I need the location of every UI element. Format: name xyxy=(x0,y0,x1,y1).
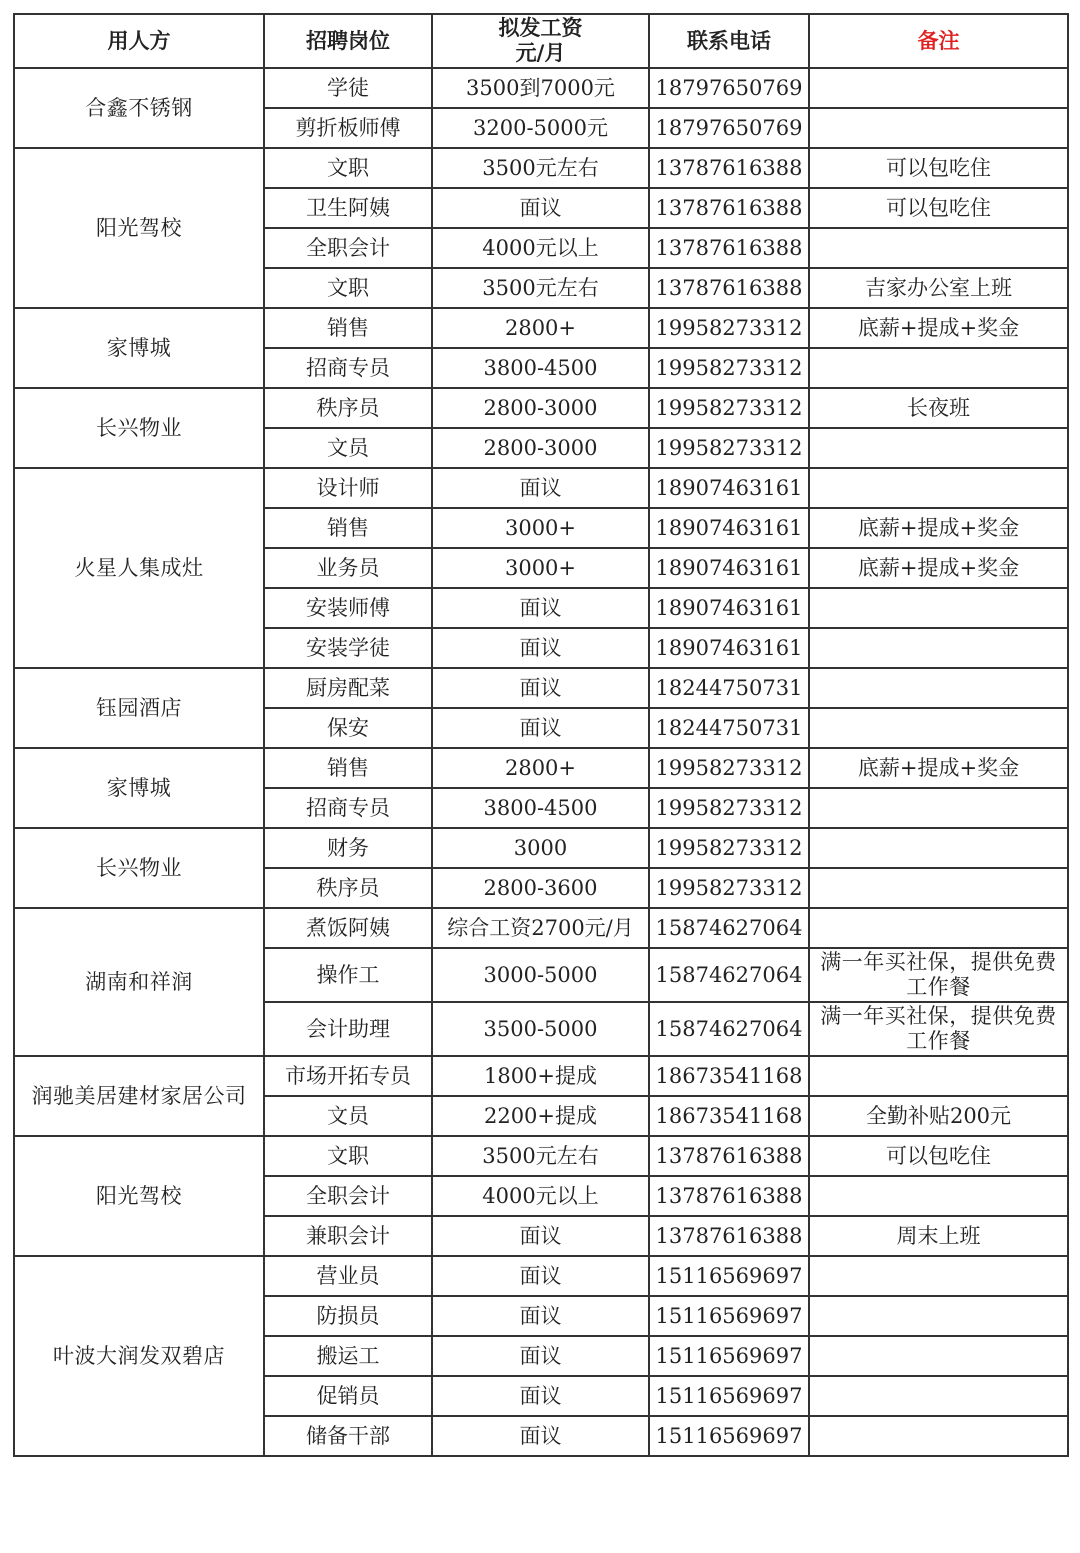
phone-cell: 15116569697 xyxy=(649,1256,809,1296)
salary-cell: 3200-5000元 xyxy=(432,108,649,148)
header-salary: 拟发工资 元/月 xyxy=(432,14,649,68)
position-cell: 营业员 xyxy=(264,1256,432,1296)
phone-cell: 19958273312 xyxy=(649,828,809,868)
employer-cell: 合鑫不锈钢 xyxy=(14,68,264,148)
table-row xyxy=(14,308,1068,348)
note-cell: 底薪+提成+奖金 xyxy=(809,508,1068,548)
phone-cell: 19958273312 xyxy=(649,348,809,388)
salary-cell: 综合工资2700元/月 xyxy=(432,908,649,948)
position-cell: 文职 xyxy=(264,268,432,308)
table-row xyxy=(14,908,1068,948)
phone-cell: 19958273312 xyxy=(649,308,809,348)
phone-cell: 13787616388 xyxy=(649,148,809,188)
salary-cell: 面议 xyxy=(432,1256,649,1296)
note-cell xyxy=(809,428,1068,468)
table-row xyxy=(14,468,1068,508)
table-row xyxy=(14,68,1068,108)
note-cell xyxy=(809,1416,1068,1456)
employer-cell: 润驰美居建材家居公司 xyxy=(14,1056,264,1136)
salary-cell: 2800+ xyxy=(432,308,649,348)
table-row xyxy=(14,748,1068,788)
phone-cell: 15116569697 xyxy=(649,1296,809,1336)
note-cell xyxy=(809,468,1068,508)
position-cell: 销售 xyxy=(264,508,432,548)
salary-cell: 面议 xyxy=(432,708,649,748)
phone-cell: 18907463161 xyxy=(649,588,809,628)
table-row xyxy=(14,668,1068,708)
position-cell: 文职 xyxy=(264,148,432,188)
phone-cell: 13787616388 xyxy=(649,1136,809,1176)
phone-cell: 15116569697 xyxy=(649,1416,809,1456)
note-cell: 满一年买社保，提供免费工作餐 xyxy=(809,1002,1068,1056)
position-cell: 秩序员 xyxy=(264,868,432,908)
table-row xyxy=(14,1056,1068,1096)
note-cell xyxy=(809,1296,1068,1336)
salary-cell: 4000元以上 xyxy=(432,1176,649,1216)
position-cell: 招商专员 xyxy=(264,788,432,828)
position-cell: 文职 xyxy=(264,1136,432,1176)
position-cell: 财务 xyxy=(264,828,432,868)
position-cell: 业务员 xyxy=(264,548,432,588)
salary-cell: 2800+ xyxy=(432,748,649,788)
position-cell: 会计助理 xyxy=(264,1002,432,1056)
phone-cell: 15874627064 xyxy=(649,1002,809,1056)
position-cell: 兼职会计 xyxy=(264,1216,432,1256)
salary-cell: 面议 xyxy=(432,1296,649,1336)
salary-cell: 面议 xyxy=(432,1336,649,1376)
phone-cell: 18244750731 xyxy=(649,668,809,708)
employer-cell: 长兴物业 xyxy=(14,828,264,908)
salary-cell: 面议 xyxy=(432,628,649,668)
header-phone: 联系电话 xyxy=(649,14,809,68)
employer-cell: 湖南和祥润 xyxy=(14,908,264,1056)
header-note: 备注 xyxy=(809,14,1068,68)
note-cell xyxy=(809,868,1068,908)
salary-cell: 3500-5000 xyxy=(432,1002,649,1056)
note-cell xyxy=(809,68,1068,108)
position-cell: 卫生阿姨 xyxy=(264,188,432,228)
note-cell xyxy=(809,1376,1068,1416)
note-cell: 可以包吃住 xyxy=(809,1136,1068,1176)
note-cell xyxy=(809,1176,1068,1216)
note-cell: 全勤补贴200元 xyxy=(809,1096,1068,1136)
note-cell xyxy=(809,908,1068,948)
phone-cell: 15116569697 xyxy=(649,1376,809,1416)
position-cell: 煮饭阿姨 xyxy=(264,908,432,948)
phone-cell: 18244750731 xyxy=(649,708,809,748)
phone-cell: 18907463161 xyxy=(649,468,809,508)
table-row xyxy=(14,828,1068,868)
salary-cell: 4000元以上 xyxy=(432,228,649,268)
note-cell: 吉家办公室上班 xyxy=(809,268,1068,308)
salary-cell: 2800-3000 xyxy=(432,428,649,468)
note-cell: 底薪+提成+奖金 xyxy=(809,548,1068,588)
position-cell: 招商专员 xyxy=(264,348,432,388)
note-cell: 底薪+提成+奖金 xyxy=(809,748,1068,788)
position-cell: 防损员 xyxy=(264,1296,432,1336)
employer-cell: 家博城 xyxy=(14,748,264,828)
note-cell xyxy=(809,668,1068,708)
salary-cell: 3000 xyxy=(432,828,649,868)
phone-cell: 18907463161 xyxy=(649,548,809,588)
position-cell: 学徒 xyxy=(264,68,432,108)
note-cell xyxy=(809,348,1068,388)
position-cell: 全职会计 xyxy=(264,1176,432,1216)
note-cell: 满一年买社保，提供免费工作餐 xyxy=(809,948,1068,1002)
position-cell: 安装师傅 xyxy=(264,588,432,628)
salary-cell: 1800+提成 xyxy=(432,1056,649,1096)
position-cell: 储备干部 xyxy=(264,1416,432,1456)
position-cell: 剪折板师傅 xyxy=(264,108,432,148)
table-body xyxy=(14,68,1068,1456)
note-cell xyxy=(809,108,1068,148)
phone-cell: 15874627064 xyxy=(649,948,809,1002)
phone-cell: 15116569697 xyxy=(649,1336,809,1376)
header-row xyxy=(14,14,1068,68)
position-cell: 全职会计 xyxy=(264,228,432,268)
salary-cell: 面议 xyxy=(432,468,649,508)
phone-cell: 18907463161 xyxy=(649,508,809,548)
salary-cell: 面议 xyxy=(432,1416,649,1456)
salary-cell: 3500到7000元 xyxy=(432,68,649,108)
phone-cell: 19958273312 xyxy=(649,788,809,828)
salary-cell: 3800-4500 xyxy=(432,788,649,828)
salary-cell: 2200+提成 xyxy=(432,1096,649,1136)
recruitment-table xyxy=(13,13,1069,1457)
salary-cell: 3500元左右 xyxy=(432,268,649,308)
note-cell: 可以包吃住 xyxy=(809,148,1068,188)
phone-cell: 19958273312 xyxy=(649,748,809,788)
salary-cell: 面议 xyxy=(432,1216,649,1256)
position-cell: 市场开拓专员 xyxy=(264,1056,432,1096)
salary-cell: 面议 xyxy=(432,668,649,708)
employer-cell: 阳光驾校 xyxy=(14,1136,264,1256)
position-cell: 文员 xyxy=(264,428,432,468)
phone-cell: 13787616388 xyxy=(649,268,809,308)
salary-cell: 3000+ xyxy=(432,548,649,588)
salary-cell: 3500元左右 xyxy=(432,148,649,188)
phone-cell: 15874627064 xyxy=(649,908,809,948)
note-cell xyxy=(809,788,1068,828)
salary-cell: 3500元左右 xyxy=(432,1136,649,1176)
position-cell: 操作工 xyxy=(264,948,432,1002)
salary-cell: 2800-3000 xyxy=(432,388,649,428)
note-cell xyxy=(809,828,1068,868)
employer-cell: 火星人集成灶 xyxy=(14,468,264,668)
employer-cell: 家博城 xyxy=(14,308,264,388)
phone-cell: 18797650769 xyxy=(649,68,809,108)
note-cell xyxy=(809,228,1068,268)
salary-cell: 面议 xyxy=(432,588,649,628)
phone-cell: 19958273312 xyxy=(649,868,809,908)
position-cell: 保安 xyxy=(264,708,432,748)
phone-cell: 13787616388 xyxy=(649,228,809,268)
employer-cell: 长兴物业 xyxy=(14,388,264,468)
employer-cell: 阳光驾校 xyxy=(14,148,264,308)
note-cell: 底薪+提成+奖金 xyxy=(809,308,1068,348)
position-cell: 搬运工 xyxy=(264,1336,432,1376)
table-row xyxy=(14,1136,1068,1176)
position-cell: 销售 xyxy=(264,308,432,348)
phone-cell: 18907463161 xyxy=(649,628,809,668)
phone-cell: 19958273312 xyxy=(649,388,809,428)
note-cell xyxy=(809,588,1068,628)
salary-cell: 3000+ xyxy=(432,508,649,548)
position-cell: 安装学徒 xyxy=(264,628,432,668)
salary-cell: 3800-4500 xyxy=(432,348,649,388)
position-cell: 促销员 xyxy=(264,1376,432,1416)
header-employer: 用人方 xyxy=(14,14,264,68)
note-cell: 可以包吃住 xyxy=(809,188,1068,228)
table-row xyxy=(14,148,1068,188)
employer-cell: 叶波大润发双碧店 xyxy=(14,1256,264,1456)
position-cell: 文员 xyxy=(264,1096,432,1136)
phone-cell: 13787616388 xyxy=(649,1176,809,1216)
note-cell xyxy=(809,1056,1068,1096)
note-cell xyxy=(809,708,1068,748)
employer-cell: 钰园酒店 xyxy=(14,668,264,748)
table-row xyxy=(14,1256,1068,1296)
position-cell: 销售 xyxy=(264,748,432,788)
note-cell xyxy=(809,1336,1068,1376)
table-row xyxy=(14,388,1068,428)
phone-cell: 19958273312 xyxy=(649,428,809,468)
salary-cell: 3000-5000 xyxy=(432,948,649,1002)
position-cell: 秩序员 xyxy=(264,388,432,428)
note-cell: 长夜班 xyxy=(809,388,1068,428)
note-cell xyxy=(809,628,1068,668)
salary-cell: 2800-3600 xyxy=(432,868,649,908)
salary-cell: 面议 xyxy=(432,188,649,228)
note-cell xyxy=(809,1256,1068,1296)
phone-cell: 13787616388 xyxy=(649,188,809,228)
note-cell: 周末上班 xyxy=(809,1216,1068,1256)
phone-cell: 18673541168 xyxy=(649,1096,809,1136)
position-cell: 厨房配菜 xyxy=(264,668,432,708)
phone-cell: 13787616388 xyxy=(649,1216,809,1256)
position-cell: 设计师 xyxy=(264,468,432,508)
salary-cell: 面议 xyxy=(432,1376,649,1416)
phone-cell: 18797650769 xyxy=(649,108,809,148)
header-position: 招聘岗位 xyxy=(264,14,432,68)
phone-cell: 18673541168 xyxy=(649,1056,809,1096)
